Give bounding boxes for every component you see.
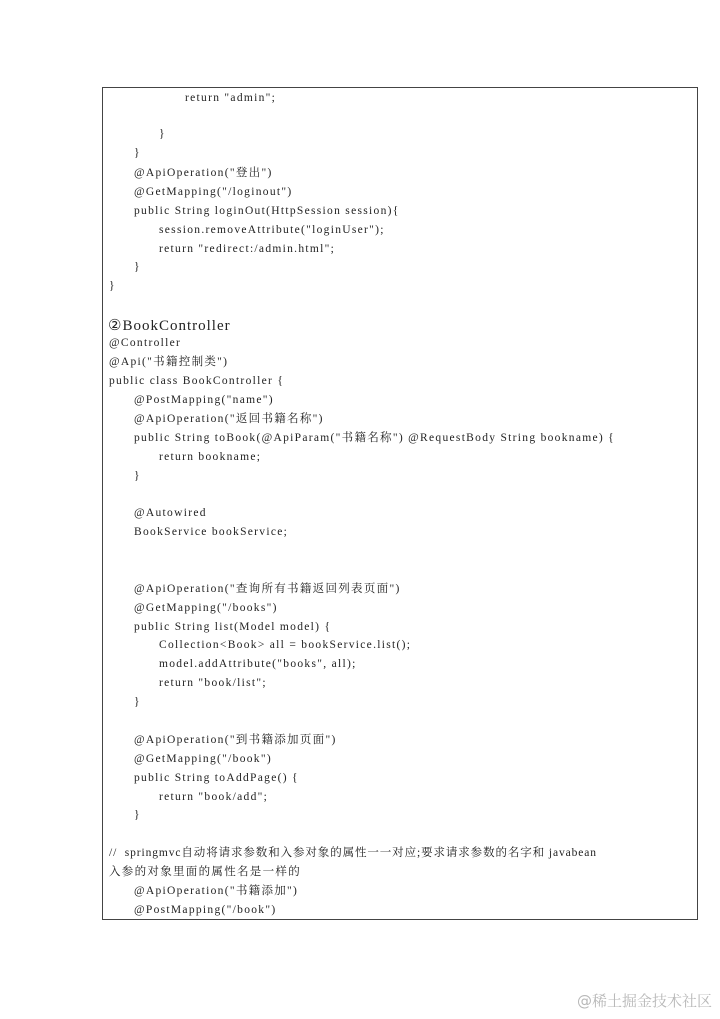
code-line: }: [159, 128, 166, 140]
code-line: public String loginOut(HttpSession session){: [134, 205, 400, 217]
code-line: Collection<Book> all = bookService.list();: [159, 639, 412, 651]
code-line: session.removeAttribute("loginUser");: [159, 224, 385, 236]
code-line: return "admin";: [185, 92, 277, 104]
code-line: return "redirect:/admin.html";: [159, 243, 336, 255]
watermark: @稀土掘金技术社区: [576, 992, 712, 1010]
code-line: }: [134, 696, 141, 708]
code-comment: 入参的对象里面的属性名是一样的: [109, 866, 301, 878]
code-line: @ApiOperation("登出"): [134, 167, 273, 179]
code-line: return "book/add";: [159, 791, 269, 803]
code-line: }: [109, 280, 116, 292]
code-line: @Controller: [109, 337, 182, 349]
code-line: @ApiOperation("书籍添加"): [134, 885, 299, 897]
code-line: @GetMapping("/books"): [134, 602, 278, 614]
code-line: public String toBook(@ApiParam("书籍名称") @RequestBody String bookname) {: [134, 432, 615, 444]
code-line: return bookname;: [159, 451, 262, 463]
code-line: @GetMapping("/loginout"): [134, 186, 293, 198]
code-line: @Api("书籍控制类"): [109, 356, 229, 368]
code-line: @PostMapping("name"): [134, 394, 274, 406]
code-line: public class BookController {: [109, 375, 285, 387]
code-line: model.addAttribute("books", all);: [159, 658, 357, 670]
code-line: public String list(Model model) {: [134, 621, 332, 633]
code-line: }: [134, 261, 141, 273]
code-comment: // springmvc自动将请求参数和入参对象的属性一一对应;要求请求参数的名字和 javabean: [109, 847, 597, 859]
code-line: @ApiOperation("到书籍添加页面"): [134, 734, 337, 746]
code-line: @Autowired: [134, 507, 207, 519]
code-line: return "book/list";: [159, 677, 267, 689]
code-line: @ApiOperation("返回书籍名称"): [134, 413, 324, 425]
code-line: @ApiOperation("查询所有书籍返回列表页面"): [134, 583, 401, 595]
code-line: public String toAddPage() {: [134, 772, 299, 784]
code-line: }: [134, 809, 141, 821]
section-heading: ②BookController: [108, 318, 231, 334]
code-line: BookService bookService;: [134, 526, 289, 538]
code-line: }: [134, 147, 141, 159]
code-line: @GetMapping("/book"): [134, 753, 272, 765]
code-line: }: [134, 470, 141, 482]
code-line: @PostMapping("/book"): [134, 904, 277, 916]
